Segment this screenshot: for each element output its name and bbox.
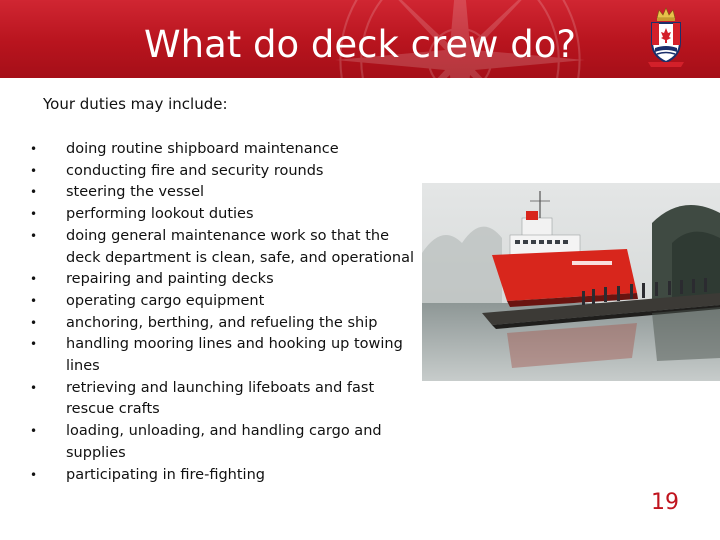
list-item: [30, 139, 420, 161]
bullet-icon: •: [30, 185, 38, 200]
list-item: [30, 465, 420, 487]
ship-at-dock-image: [422, 183, 720, 381]
duty-text: participating in fire-fighting: [66, 466, 265, 483]
coast-guard-ship-photo: [422, 183, 720, 381]
list-item: [30, 313, 420, 335]
duty-text: handling mooring lines and hooking up towing lines: [66, 336, 403, 375]
duty-text: performing lookout duties: [66, 206, 254, 223]
duty-text: retrieving and launching lifeboats and fast rescue crafts: [66, 379, 375, 418]
duty-text: loading, unloading, and handling cargo and supplies: [66, 423, 382, 461]
bullet-icon: •: [30, 424, 38, 439]
bullet-icon: •: [30, 315, 38, 330]
bullet-icon: •: [30, 142, 38, 156]
list-item: [30, 334, 420, 377]
title-banner: [0, 0, 720, 78]
slide-title: What do deck crew do?: [144, 23, 576, 66]
page-number: 19: [651, 490, 679, 515]
list-item: [30, 182, 420, 204]
list-item: [30, 378, 420, 421]
duty-text: conducting fire and security rounds: [66, 162, 324, 179]
list-item: [30, 421, 420, 464]
bullet-icon: •: [30, 293, 38, 308]
list-item: [30, 161, 420, 183]
list-item: [30, 204, 420, 226]
duty-text: doing general maintenance work so that the deck department is clean, safe, and operational: [66, 227, 415, 266]
bullet-icon: •: [30, 207, 38, 222]
duty-text: anchoring, berthing, and refueling the ship: [66, 314, 378, 331]
list-item: [30, 291, 420, 313]
duties-list: [30, 139, 420, 486]
duties-intro: Your duties may include:: [43, 95, 228, 113]
duty-text: operating cargo equipment: [66, 292, 265, 309]
bullet-icon: •: [30, 467, 38, 482]
list-item: [30, 226, 420, 269]
list-item: [30, 269, 420, 291]
duty-text: steering the vessel: [66, 184, 205, 201]
canadian-coast-guard-crest-icon: [646, 4, 686, 70]
bullet-icon: •: [30, 337, 38, 352]
bullet-icon: •: [30, 380, 38, 395]
bullet-icon: •: [30, 228, 38, 243]
duty-text: repairing and painting decks: [66, 271, 274, 288]
duty-text: doing routine shipboard maintenance: [66, 141, 339, 157]
bullet-icon: •: [30, 272, 38, 287]
bullet-icon: •: [30, 163, 38, 178]
